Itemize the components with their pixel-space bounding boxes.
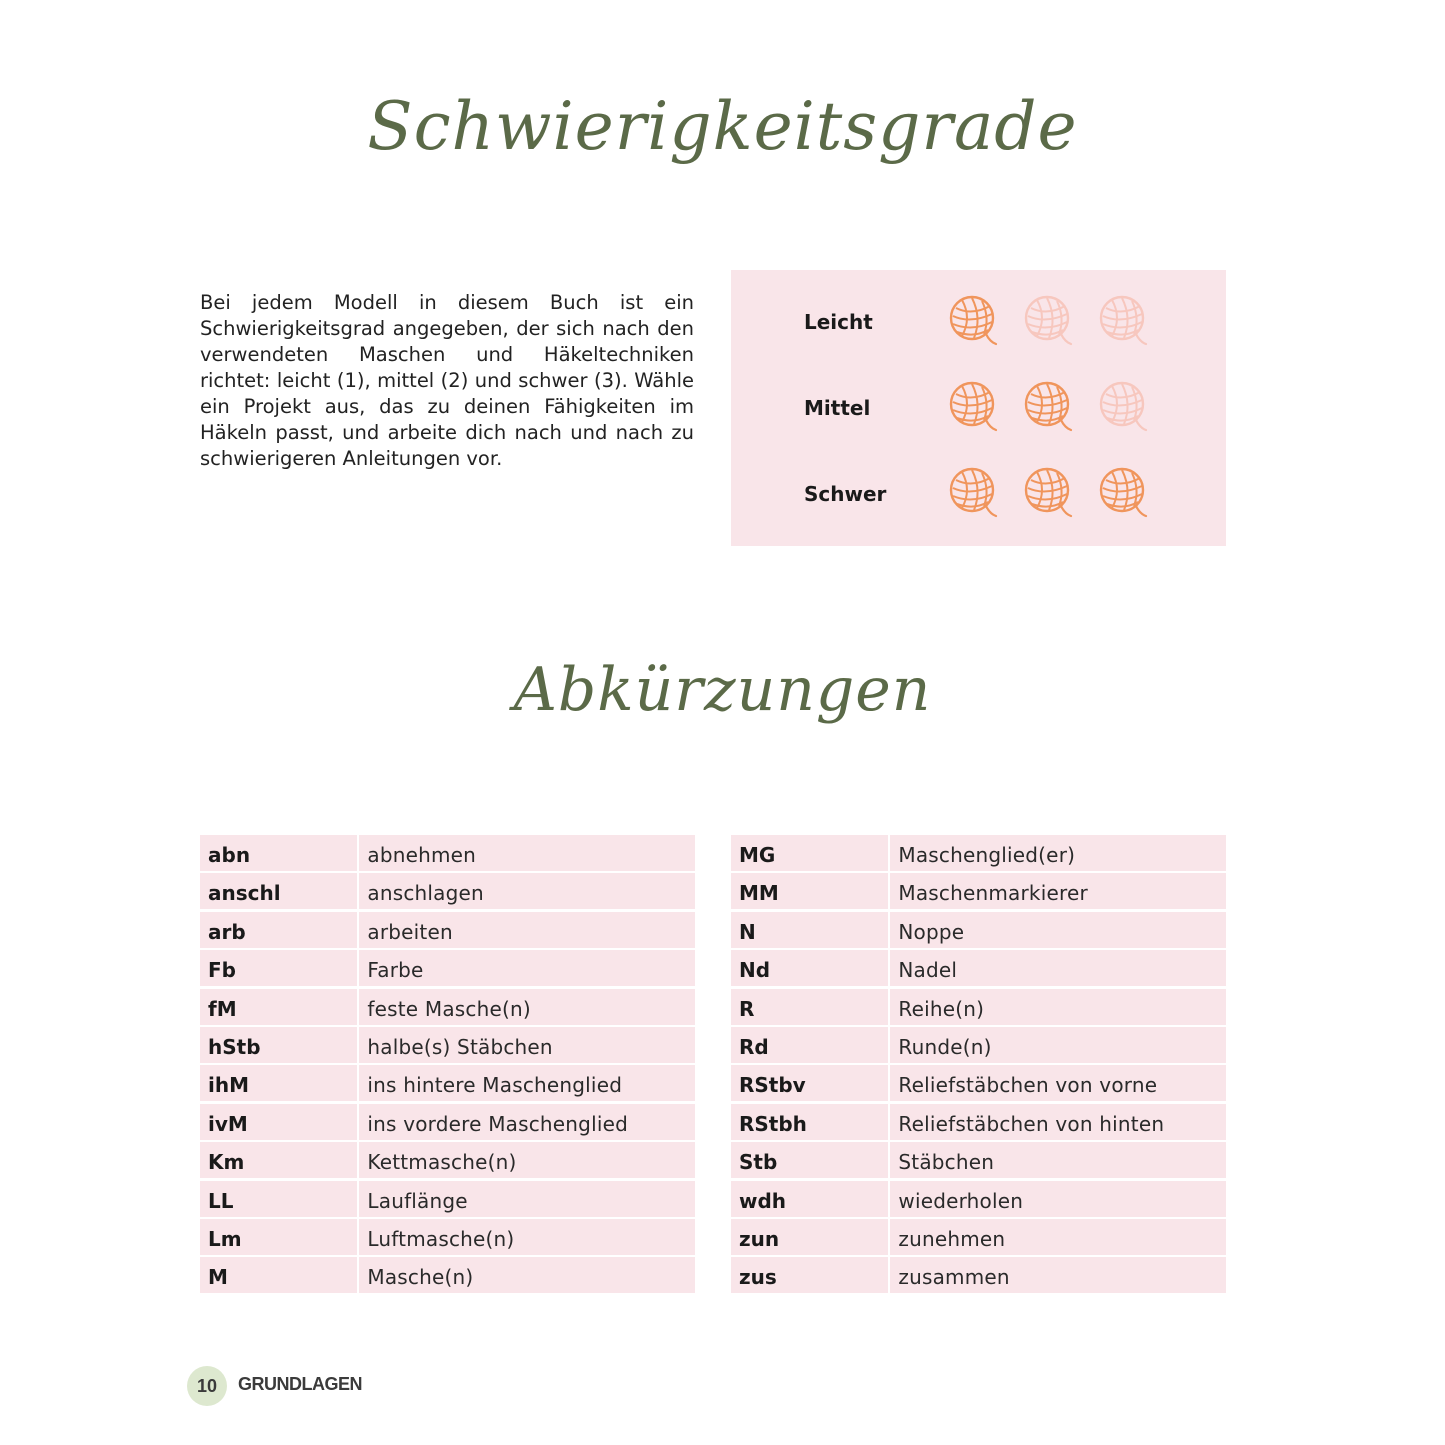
abbreviation-cell: zus — [731, 1257, 888, 1293]
section-label: GRUNDLAGEN — [238, 1374, 362, 1394]
difficulty-row-schwer — [731, 462, 1226, 522]
difficulty-legend — [731, 270, 1226, 546]
yarn-ball-icon — [1023, 466, 1077, 520]
table-row — [200, 1065, 695, 1101]
meaning-cell: Noppe — [890, 912, 1226, 948]
difficulty-label: Schwer — [804, 482, 887, 506]
abbreviation-cell: Stb — [731, 1142, 888, 1178]
yarn-ball-icon — [1023, 294, 1077, 348]
meaning-cell: anschlagen — [359, 873, 695, 909]
table-row — [731, 1257, 1226, 1293]
meaning-cell: Maschenglied(er) — [890, 835, 1226, 871]
meaning-cell: zusammen — [890, 1257, 1226, 1293]
yarn-ball-icon — [1098, 294, 1152, 348]
difficulty-title: Schwierigkeitsgrade — [367, 88, 1078, 165]
intro-paragraph: Bei jedem Modell in diesem Buch ist ein Schwierigkeitsgrad angegeben, der sich nach den verwendeten Maschen und Häkeltechniken richtet: leicht (1), mittel (2) und schwer (3). Wähle ein Projekt aus, das zu deinen Fähigkeiten im Häkeln passt, und arbeite dich nach und nach zu schwierigeren Anleitungen vor. — [200, 290, 694, 470]
table-row — [200, 912, 695, 948]
difficulty-row-mittel — [731, 376, 1226, 436]
abbreviation-cell: RStbh — [731, 1104, 888, 1140]
meaning-cell: Masche(n) — [359, 1257, 695, 1293]
meaning-cell: Maschenmarkierer — [890, 873, 1226, 909]
meaning-cell: Farbe — [359, 950, 695, 986]
table-row — [200, 835, 695, 871]
meaning-cell: ins hintere Maschenglied — [359, 1065, 695, 1101]
table-row — [731, 1065, 1226, 1101]
meaning-cell: wiederholen — [890, 1181, 1226, 1217]
table-row — [731, 1219, 1226, 1255]
meaning-cell: Nadel — [890, 950, 1226, 986]
abbreviation-cell: zun — [731, 1219, 888, 1255]
abbreviation-cell: Lm — [200, 1219, 357, 1255]
meaning-cell: Luftmasche(n) — [359, 1219, 695, 1255]
meaning-cell: Lauflänge — [359, 1181, 695, 1217]
abbreviation-cell: R — [731, 989, 888, 1025]
meaning-cell: zunehmen — [890, 1219, 1226, 1255]
meaning-cell: Stäbchen — [890, 1142, 1226, 1178]
table-row — [200, 1027, 695, 1063]
abbreviation-cell: Rd — [731, 1027, 888, 1063]
table-row — [200, 1142, 695, 1178]
table-row — [731, 1142, 1226, 1178]
abbreviation-cell: Fb — [200, 950, 357, 986]
abbreviation-cell: wdh — [731, 1181, 888, 1217]
abbreviation-cell: N — [731, 912, 888, 948]
abbreviation-cell: ihM — [200, 1065, 357, 1101]
difficulty-label: Mittel — [804, 396, 871, 420]
meaning-cell: Kettmasche(n) — [359, 1142, 695, 1178]
meaning-cell: feste Masche(n) — [359, 989, 695, 1025]
abbreviation-cell: RStbv — [731, 1065, 888, 1101]
abbreviations-table-right — [731, 835, 1226, 1296]
abbreviations-table-left — [200, 835, 695, 1296]
table-row — [731, 873, 1226, 909]
table-row — [200, 1104, 695, 1140]
abbreviation-cell: LL — [200, 1181, 357, 1217]
abbreviation-cell: MM — [731, 873, 888, 909]
table-row — [731, 1027, 1226, 1063]
abbreviation-cell: abn — [200, 835, 357, 871]
yarn-ball-icon — [1098, 380, 1152, 434]
difficulty-row-leicht — [731, 290, 1226, 350]
abbreviation-cell: Nd — [731, 950, 888, 986]
abbreviation-cell: fM — [200, 989, 357, 1025]
table-row — [731, 989, 1226, 1025]
meaning-cell: abnehmen — [359, 835, 695, 871]
meaning-cell: Reihe(n) — [890, 989, 1226, 1025]
abbreviations-title: Abkürzungen — [513, 655, 932, 725]
yarn-ball-icon — [1098, 466, 1152, 520]
table-row — [731, 835, 1226, 871]
abbreviation-cell: hStb — [200, 1027, 357, 1063]
meaning-cell: Runde(n) — [890, 1027, 1226, 1063]
abbreviation-cell: M — [200, 1257, 357, 1293]
yarn-ball-icon — [948, 294, 1002, 348]
abbreviation-cell: Km — [200, 1142, 357, 1178]
meaning-cell: ins vordere Maschenglied — [359, 1104, 695, 1140]
table-row — [200, 1181, 695, 1217]
yarn-ball-icon — [948, 466, 1002, 520]
page-number: 10 — [187, 1366, 227, 1406]
table-row — [200, 989, 695, 1025]
meaning-cell: Reliefstäbchen von vorne — [890, 1065, 1226, 1101]
table-row — [731, 912, 1226, 948]
yarn-ball-icon — [1023, 380, 1077, 434]
table-row — [731, 1181, 1226, 1217]
abbreviation-cell: anschl — [200, 873, 357, 909]
meaning-cell: Reliefstäbchen von hinten — [890, 1104, 1226, 1140]
abbreviation-cell: ivM — [200, 1104, 357, 1140]
table-row — [200, 873, 695, 909]
table-row — [731, 950, 1226, 986]
table-row — [200, 1219, 695, 1255]
abbreviation-cell: MG — [731, 835, 888, 871]
abbreviation-cell: arb — [200, 912, 357, 948]
table-row — [731, 1104, 1226, 1140]
table-row — [200, 950, 695, 986]
meaning-cell: arbeiten — [359, 912, 695, 948]
difficulty-label: Leicht — [804, 310, 873, 334]
meaning-cell: halbe(s) Stäbchen — [359, 1027, 695, 1063]
yarn-ball-icon — [948, 380, 1002, 434]
table-row — [200, 1257, 695, 1293]
